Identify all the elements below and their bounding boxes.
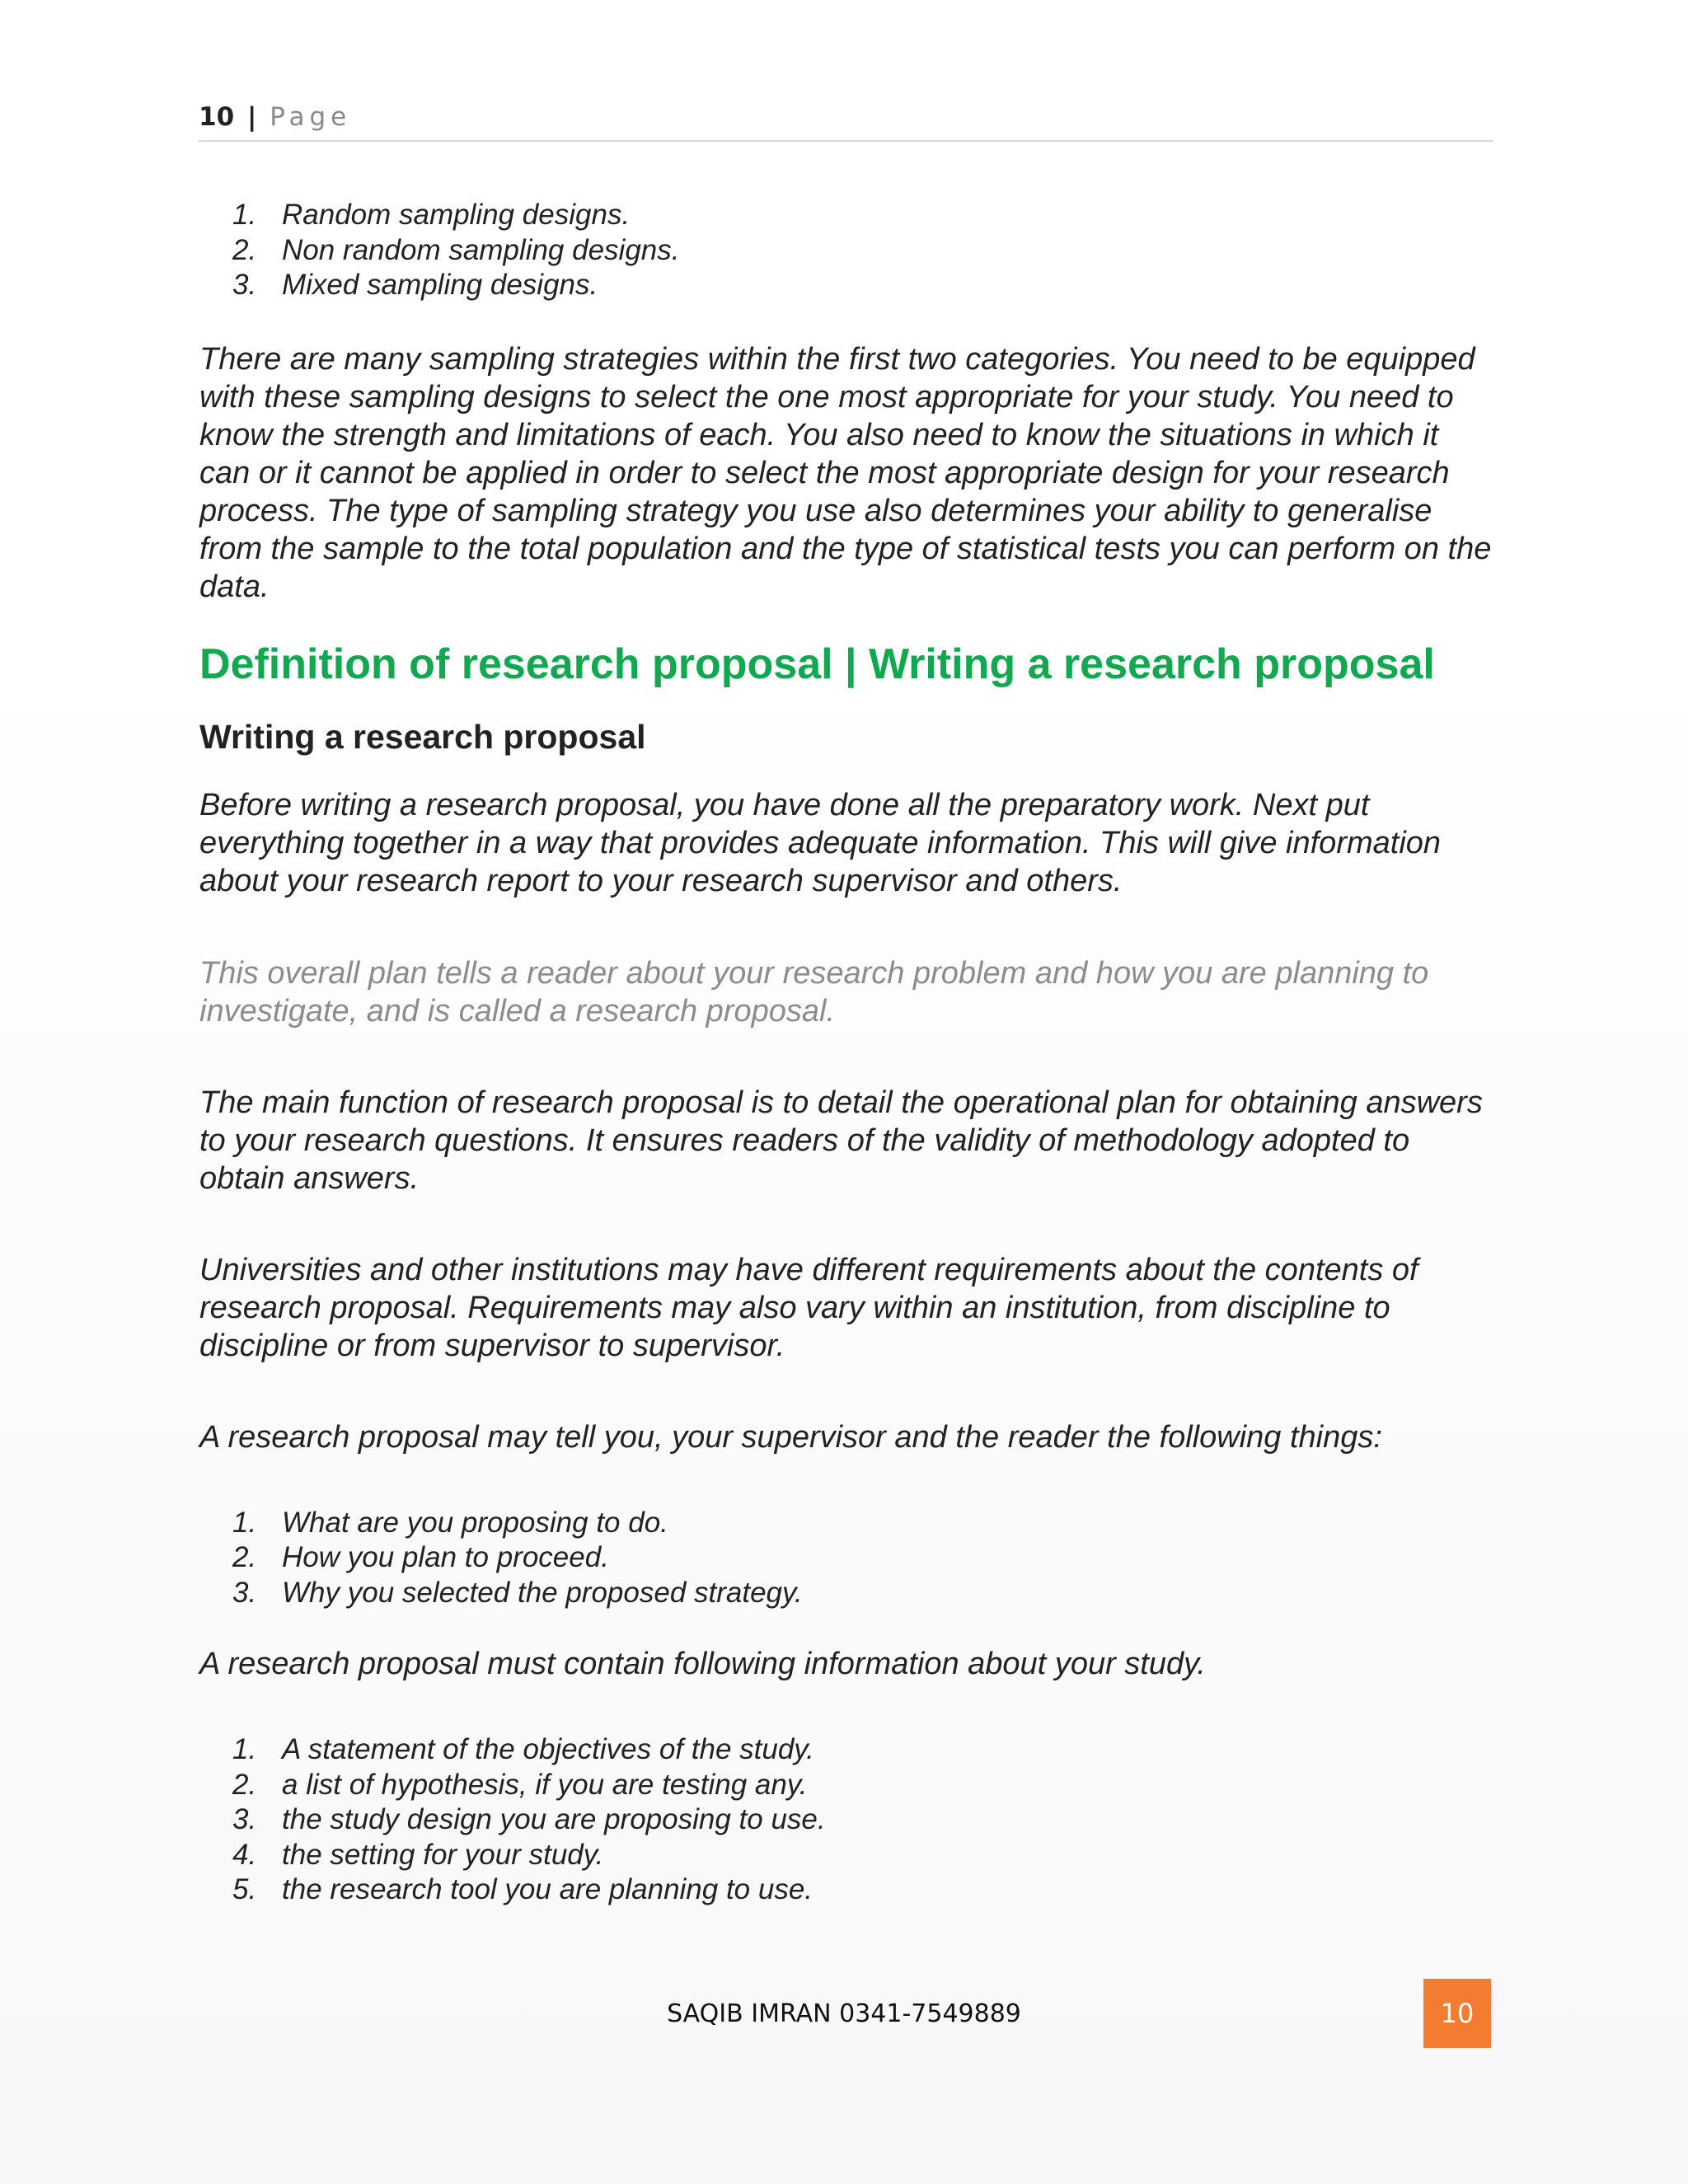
footer-page-badge: 10 <box>1423 1979 1491 2048</box>
proposal-contents-list <box>199 1732 1498 1908</box>
list-item-number: 3. <box>232 1576 257 1609</box>
section-heading: Definition of research proposal | Writing a research proposal <box>199 640 1435 688</box>
list-item <box>199 268 1498 303</box>
list-item-text: Why you selected the proposed strategy. <box>282 1576 803 1609</box>
list-item-number: 1. <box>232 199 257 231</box>
page-content <box>199 198 1498 1908</box>
list-item-text: Non random sampling designs. <box>282 233 680 266</box>
list-item-number: 3. <box>232 269 257 301</box>
list-item <box>199 1802 1498 1838</box>
list-item <box>199 1838 1498 1873</box>
list-item-text: the setting for your study. <box>282 1838 604 1871</box>
list-item <box>199 1576 1498 1611</box>
sampling-design-list <box>199 198 1498 303</box>
list-item-text: Random sampling designs. <box>282 199 631 231</box>
list-item-number: 4. <box>232 1838 257 1871</box>
list-item-text: What are you proposing to do. <box>282 1506 668 1539</box>
paragraph-universities: Universities and other institutions may have different requirements about the contents of research proposal. Requirements may also vary within an institution, from discipline to discipline or from supervisor to supervisor. <box>199 1252 1418 1363</box>
header-page-number: 10 <box>199 102 235 132</box>
paragraph-must-contain: A research proposal must contain following information about your study. <box>199 1647 1206 1681</box>
list-item-text: the research tool you are planning to use. <box>282 1873 814 1905</box>
list-item-number: 2. <box>232 1768 257 1801</box>
list-item-text: How you plan to proceed. <box>282 1541 609 1573</box>
list-item <box>199 1732 1498 1768</box>
list-item <box>199 1872 1498 1908</box>
paragraph-sampling-strategies: There are many sampling strategies within the first two categories. You need to be equipped with these sampling designs to select the one most appropriate for your study. You need to know the strength and limitations of each. You also need to know the situations in which it can or it cannot be applied in order to select the most appropriate design for your research process. The type of sampling strategy you use also determines your ability to generalise from the sample to the total population and the type of statistical tests you can perform on the data. <box>199 341 1492 604</box>
list-item-number: 1. <box>232 1506 257 1539</box>
list-item-number: 5. <box>232 1873 257 1905</box>
paragraph-overall-plan: This overall plan tells a reader about your research problem and how you are planning to investigate, and is called a research proposal. <box>199 955 1429 1029</box>
proposal-tells-list <box>199 1506 1498 1611</box>
list-item-text: Mixed sampling designs. <box>282 269 598 301</box>
list-item-number: 2. <box>232 1541 257 1573</box>
list-item-text: A statement of the objectives of the study. <box>282 1733 814 1765</box>
list-item-number: 2. <box>232 233 257 266</box>
footer-author: SAQIB IMRAN 0341-7549889 <box>667 1999 1021 2028</box>
list-item-text: the study design you are proposing to use. <box>282 1803 826 1835</box>
list-item <box>199 198 1498 233</box>
header-separator: | <box>247 102 257 132</box>
list-item <box>199 1540 1498 1576</box>
paragraph-main-function: The main function of research proposal is to detail the operational plan for obtaining answers to your research questions. It ensures readers of the validity of methodology adopted to obtain answers. <box>199 1085 1483 1196</box>
paragraph-before-writing: Before writing a research proposal, you have done all the preparatory work. Next put everything together in a way that provides adequate information. This will give information about your research report to your research supervisor and others. <box>199 787 1442 898</box>
list-item <box>199 1506 1498 1541</box>
subheading: Writing a research proposal <box>199 717 646 756</box>
paragraph-proposal-tells: A research proposal may tell you, your supervisor and the reader the following things: <box>199 1419 1382 1455</box>
list-item <box>199 233 1498 269</box>
page-header <box>199 101 1493 142</box>
list-item <box>199 1768 1498 1803</box>
list-item-number: 3. <box>232 1803 257 1835</box>
list-item-number: 1. <box>232 1733 257 1765</box>
header-page-label: Page <box>270 102 352 132</box>
list-item-text: a list of hypothesis, if you are testing any. <box>282 1768 808 1801</box>
